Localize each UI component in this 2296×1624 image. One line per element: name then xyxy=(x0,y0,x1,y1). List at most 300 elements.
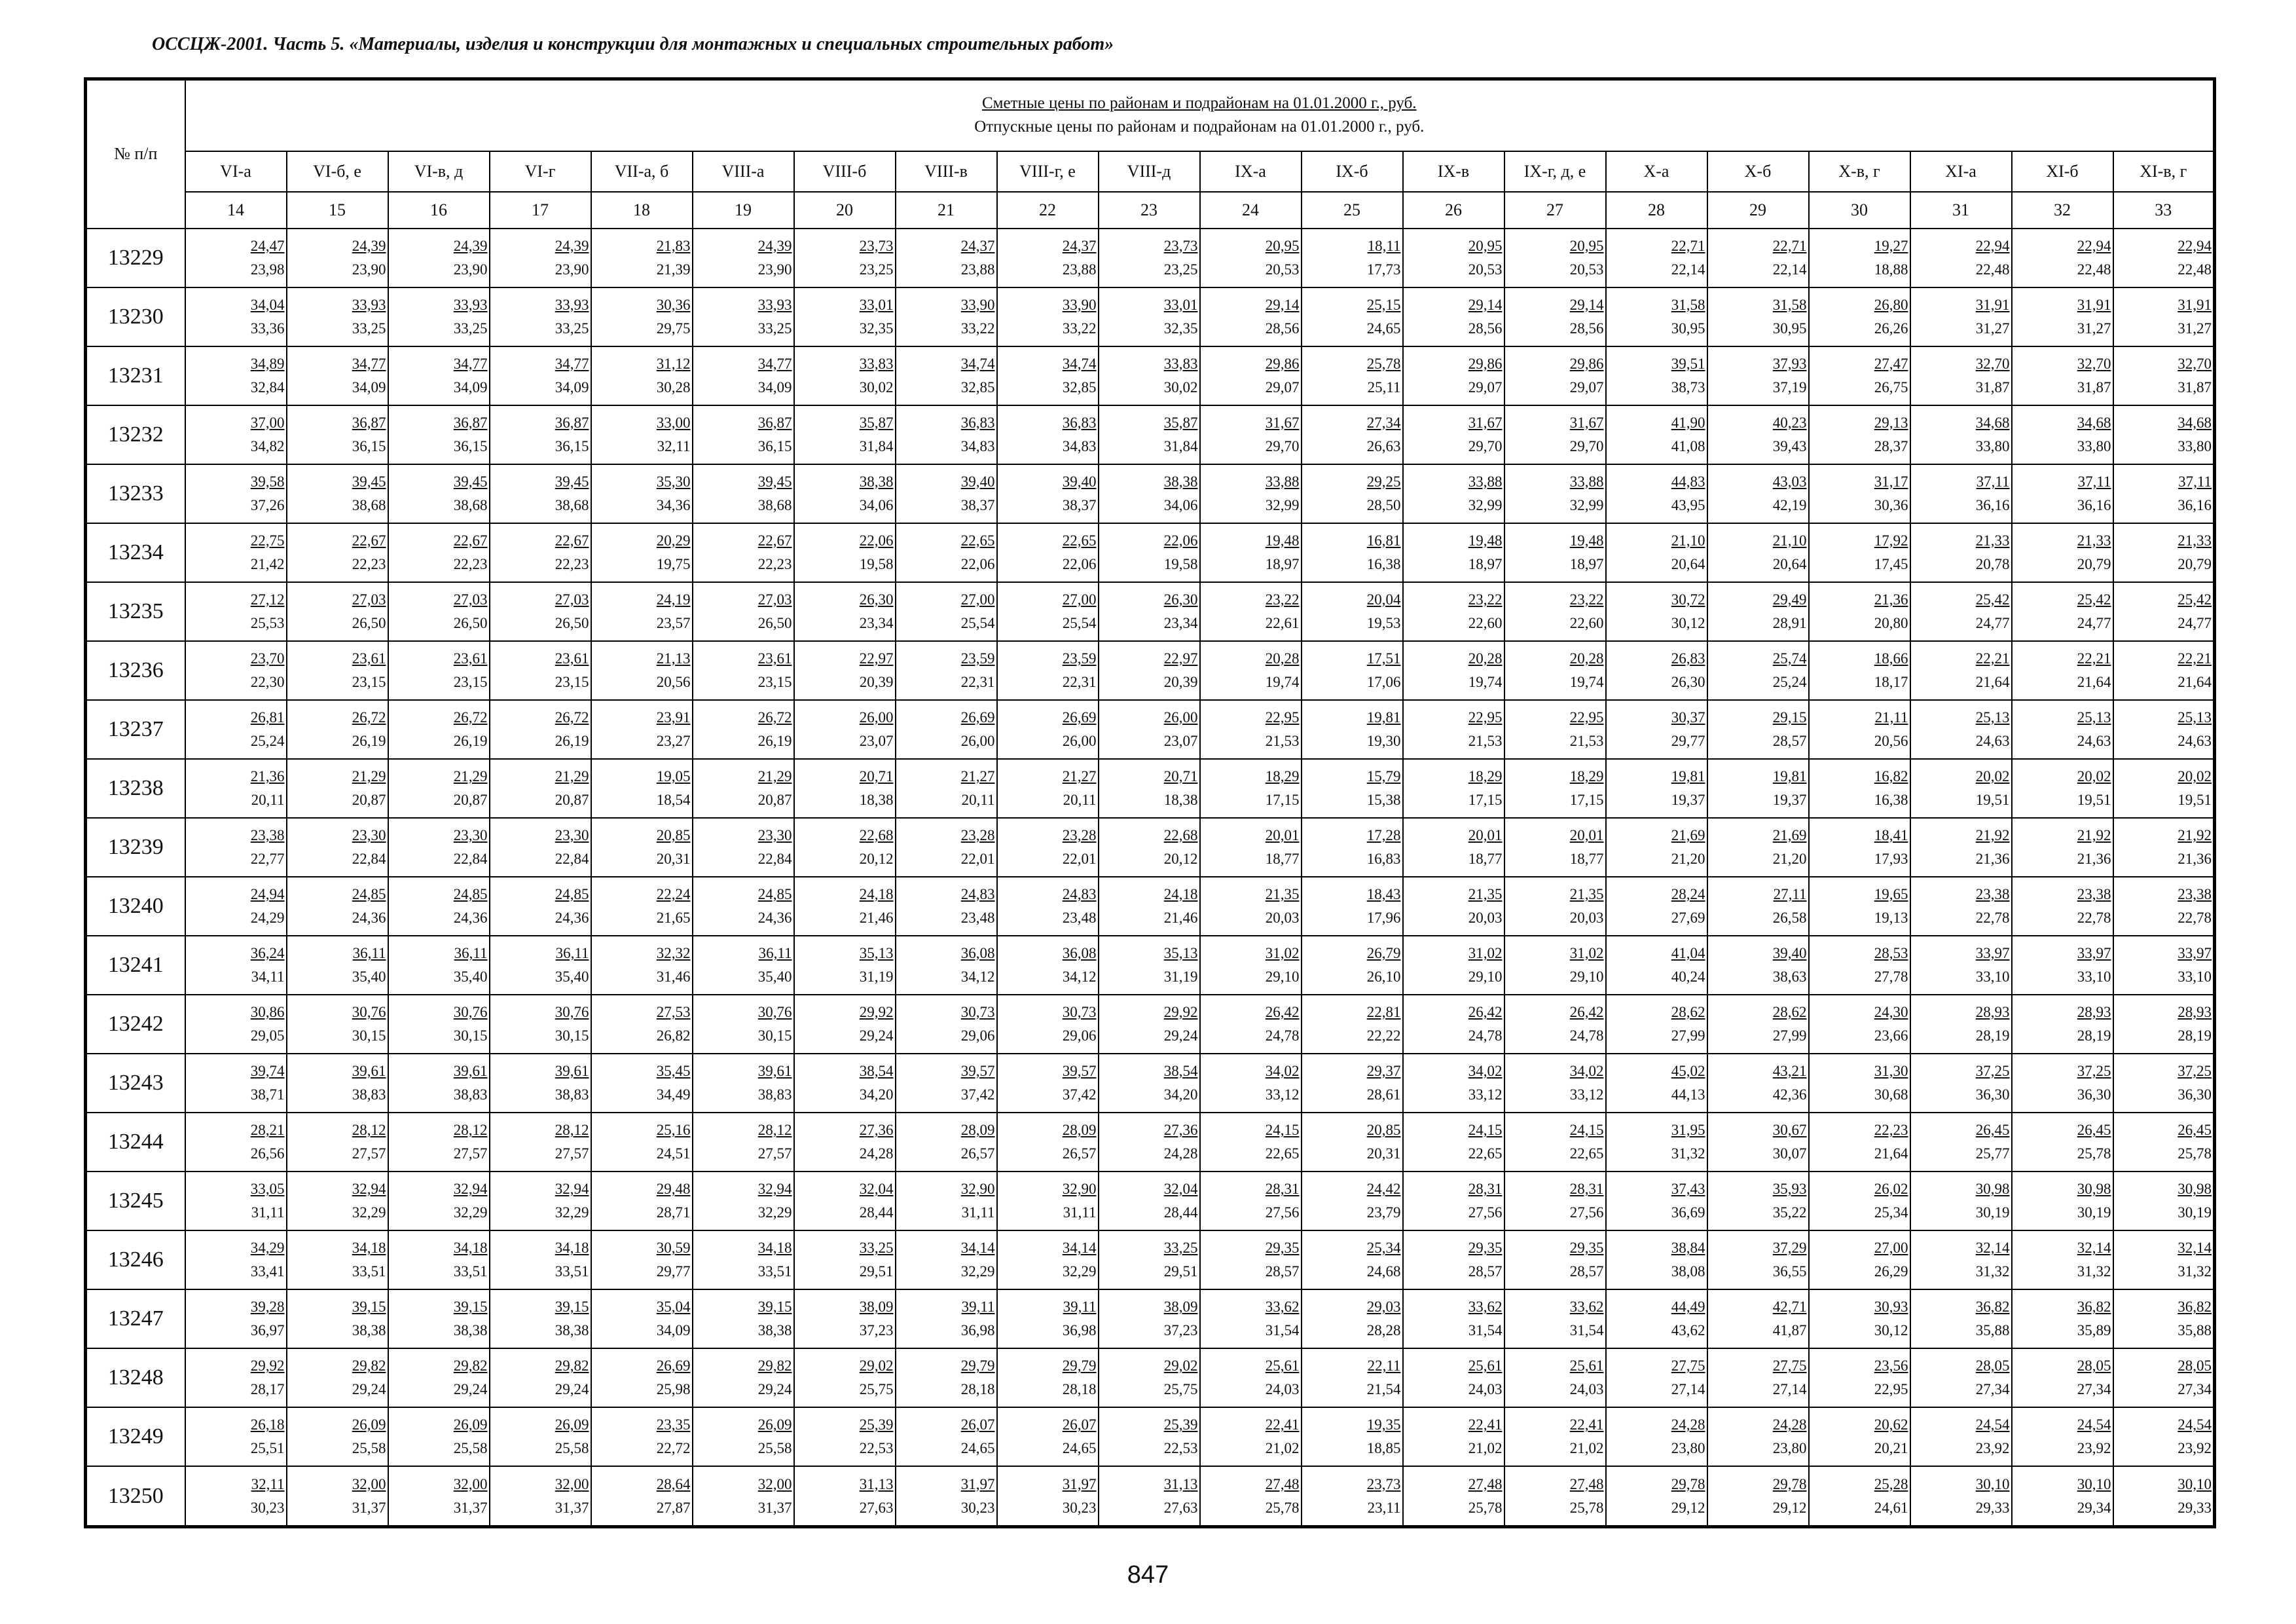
release-price: 38,38 xyxy=(453,1322,488,1339)
estimate-price: 24,37 xyxy=(1062,237,1097,254)
release-price: 30,15 xyxy=(352,1027,386,1044)
release-price: 28,56 xyxy=(1569,320,1604,337)
release-price: 24,03 xyxy=(1569,1381,1604,1398)
price-cell xyxy=(490,346,591,405)
item-number: 13231 xyxy=(86,346,185,405)
release-price: 18,77 xyxy=(1569,850,1604,867)
estimate-price: 42,71 xyxy=(1772,1299,1807,1316)
release-price: 27,34 xyxy=(1975,1381,2010,1398)
estimate-price: 24,39 xyxy=(757,237,792,254)
estimate-price: 31,91 xyxy=(2077,296,2111,313)
estimate-price: 21,27 xyxy=(1062,767,1097,784)
price-cell xyxy=(2113,818,2215,877)
table-row xyxy=(86,1289,2215,1348)
estimate-price: 38,09 xyxy=(859,1299,894,1316)
estimate-price: 32,14 xyxy=(2178,1240,2212,1257)
price-cell xyxy=(1809,700,1910,759)
release-price: 23,92 xyxy=(2178,1440,2212,1457)
price-cell xyxy=(287,1230,388,1289)
release-price: 25,51 xyxy=(250,1440,285,1457)
release-price: 28,71 xyxy=(656,1204,691,1221)
estimate-price: 34,68 xyxy=(1975,414,2010,431)
estimate-price: 22,21 xyxy=(1975,650,2010,667)
price-cell xyxy=(1200,1466,1302,1526)
estimate-price: 26,42 xyxy=(1468,1004,1503,1021)
release-price: 23,34 xyxy=(859,614,894,631)
estimate-price: 25,61 xyxy=(1569,1357,1604,1375)
estimate-price: 34,18 xyxy=(352,1240,386,1257)
release-price: 25,54 xyxy=(960,614,995,631)
release-price: 29,07 xyxy=(1569,378,1604,396)
release-price: 25,53 xyxy=(250,614,285,631)
price-cell xyxy=(185,759,287,818)
release-price: 32,29 xyxy=(555,1204,589,1221)
price-cell xyxy=(1606,759,1707,818)
column-number: 32 xyxy=(2012,192,2113,229)
estimate-price: 28,05 xyxy=(1975,1357,2010,1375)
release-price: 23,48 xyxy=(960,910,995,927)
column-number: 19 xyxy=(693,192,794,229)
price-cell xyxy=(591,464,693,523)
price-cell xyxy=(1403,523,1504,582)
release-price: 18,38 xyxy=(1163,791,1198,808)
price-cell xyxy=(693,1054,794,1113)
price-cell xyxy=(896,1407,997,1466)
region-column-header: VI-б, е xyxy=(287,151,388,192)
price-cell xyxy=(1302,1466,1403,1526)
region-column-header: XI-б xyxy=(2012,151,2113,192)
column-numbers-row xyxy=(86,192,2215,229)
price-cell xyxy=(185,287,287,346)
release-price: 22,48 xyxy=(2077,261,2111,278)
price-cell xyxy=(1606,1407,1707,1466)
estimate-price: 32,11 xyxy=(251,1475,285,1492)
release-price: 21,36 xyxy=(2178,850,2212,867)
estimate-price: 30,67 xyxy=(1772,1122,1807,1139)
release-price: 20,87 xyxy=(453,791,488,808)
estimate-price: 30,73 xyxy=(1062,1004,1097,1021)
release-price: 25,78 xyxy=(1265,1499,1300,1516)
page-number: 847 xyxy=(1127,1561,1169,1589)
estimate-price: 28,09 xyxy=(960,1122,995,1139)
release-price: 23,27 xyxy=(656,732,691,749)
estimate-price: 29,82 xyxy=(757,1357,792,1375)
release-price: 27,63 xyxy=(859,1499,894,1516)
estimate-price: 20,95 xyxy=(1569,237,1604,254)
price-cell xyxy=(1910,1054,2012,1113)
price-cell xyxy=(2012,229,2113,287)
estimate-price: 25,42 xyxy=(1975,591,2010,608)
price-cell xyxy=(591,1054,693,1113)
estimate-price: 27,53 xyxy=(656,1004,691,1021)
estimate-price: 19,81 xyxy=(1772,767,1807,784)
release-price: 37,23 xyxy=(859,1322,894,1339)
estimate-price: 24,28 xyxy=(1671,1416,1705,1433)
price-cell xyxy=(2113,523,2215,582)
price-cell xyxy=(1403,700,1504,759)
item-number: 13236 xyxy=(86,641,185,700)
price-cell xyxy=(1302,1113,1403,1172)
estimate-price: 28,93 xyxy=(2077,1004,2111,1021)
price-cell xyxy=(591,582,693,641)
estimate-price: 31,67 xyxy=(1569,414,1604,431)
estimate-price: 32,04 xyxy=(1163,1181,1198,1198)
estimate-price: 37,25 xyxy=(2077,1063,2111,1080)
price-cell xyxy=(287,346,388,405)
estimate-price: 26,02 xyxy=(1874,1181,1908,1198)
table-row xyxy=(86,1230,2215,1289)
release-price: 35,88 xyxy=(1975,1322,2010,1339)
release-price: 27,87 xyxy=(656,1499,691,1516)
estimate-price: 36,24 xyxy=(250,945,285,962)
item-number: 13230 xyxy=(86,287,185,346)
price-cell xyxy=(185,818,287,877)
estimate-price: 20,01 xyxy=(1569,826,1604,843)
price-cell xyxy=(997,1113,1099,1172)
estimate-price: 21,35 xyxy=(1468,886,1503,903)
price-cell xyxy=(185,464,287,523)
item-number: 13229 xyxy=(86,229,185,287)
title-release-prices: Отпускные цены по районам и подрайонам на 01.01.2000 г., руб. xyxy=(974,118,1425,136)
price-cell xyxy=(490,1466,591,1526)
release-price: 22,84 xyxy=(555,850,589,867)
estimate-price: 33,93 xyxy=(555,296,589,313)
estimate-price: 35,04 xyxy=(656,1299,691,1316)
release-price: 34,06 xyxy=(859,496,894,513)
release-price: 29,24 xyxy=(352,1381,386,1398)
estimate-price: 29,86 xyxy=(1265,355,1300,372)
release-price: 26,00 xyxy=(1062,732,1097,749)
release-price: 30,15 xyxy=(757,1027,792,1044)
price-cell xyxy=(794,759,896,818)
release-price: 29,24 xyxy=(757,1381,792,1398)
release-price: 33,51 xyxy=(757,1263,792,1280)
estimate-price: 39,15 xyxy=(757,1299,792,1316)
price-cell xyxy=(997,1466,1099,1526)
price-cell xyxy=(997,1289,1099,1348)
price-cell xyxy=(2012,523,2113,582)
estimate-price: 28,93 xyxy=(1975,1004,2010,1021)
price-cell xyxy=(1099,641,1200,700)
estimate-price: 38,54 xyxy=(859,1063,894,1080)
region-column-header: VI-а xyxy=(185,151,287,192)
estimate-price: 21,29 xyxy=(555,767,589,784)
price-cell xyxy=(1707,1054,1809,1113)
release-price: 20,53 xyxy=(1468,261,1503,278)
release-price: 17,15 xyxy=(1468,791,1503,808)
estimate-price: 30,59 xyxy=(656,1240,691,1257)
release-price: 25,78 xyxy=(1569,1499,1604,1516)
estimate-price: 29,13 xyxy=(1874,414,1908,431)
price-cell xyxy=(490,1289,591,1348)
price-cell xyxy=(1302,1172,1403,1230)
estimate-price: 22,75 xyxy=(250,532,285,549)
price-cell xyxy=(794,1289,896,1348)
price-cell xyxy=(388,229,490,287)
estimate-price: 26,45 xyxy=(2077,1122,2111,1139)
price-cell xyxy=(1302,1054,1403,1113)
table-row xyxy=(86,287,2215,346)
estimate-price: 29,37 xyxy=(1366,1063,1401,1080)
price-cell xyxy=(997,1230,1099,1289)
price-cell xyxy=(1606,1172,1707,1230)
release-price: 38,71 xyxy=(250,1086,285,1103)
release-price: 24,28 xyxy=(1163,1145,1198,1162)
release-price: 18,88 xyxy=(1874,261,1908,278)
release-price: 34,09 xyxy=(352,378,386,396)
estimate-price: 25,34 xyxy=(1366,1240,1401,1257)
release-price: 25,54 xyxy=(1062,614,1097,631)
release-price: 33,10 xyxy=(1975,969,2010,986)
estimate-price: 35,87 xyxy=(1163,414,1198,431)
release-price: 27,56 xyxy=(1468,1204,1503,1221)
item-number: 13233 xyxy=(86,464,185,523)
release-price: 32,29 xyxy=(352,1204,386,1221)
release-price: 25,34 xyxy=(1874,1204,1908,1221)
price-cell xyxy=(1910,759,2012,818)
price-cell xyxy=(1707,759,1809,818)
release-price: 21,53 xyxy=(1468,732,1503,749)
release-price: 25,98 xyxy=(656,1381,691,1398)
release-price: 42,19 xyxy=(1772,496,1807,513)
estimate-price: 34,89 xyxy=(250,355,285,372)
estimate-price: 23,38 xyxy=(2077,886,2111,903)
release-price: 23,57 xyxy=(656,614,691,631)
price-cell xyxy=(1910,1466,2012,1526)
estimate-price: 31,17 xyxy=(1874,473,1908,490)
estimate-price: 23,30 xyxy=(757,826,792,843)
estimate-price: 30,10 xyxy=(2077,1475,2111,1492)
release-price: 21,65 xyxy=(656,910,691,927)
release-price: 26,19 xyxy=(757,732,792,749)
estimate-price: 29,14 xyxy=(1468,296,1503,313)
estimate-price: 38,38 xyxy=(1163,473,1198,490)
price-cell xyxy=(490,877,591,936)
estimate-price: 29,92 xyxy=(1163,1004,1198,1021)
price-cell xyxy=(1707,346,1809,405)
release-price: 28,57 xyxy=(1265,1263,1300,1280)
estimate-price: 36,11 xyxy=(454,945,488,962)
price-cell xyxy=(1707,877,1809,936)
price-cell xyxy=(693,405,794,464)
price-cell xyxy=(1099,936,1200,995)
price-cell xyxy=(287,464,388,523)
release-price: 28,57 xyxy=(1772,732,1807,749)
price-cell xyxy=(997,405,1099,464)
release-price: 38,38 xyxy=(555,1322,589,1339)
price-cell xyxy=(1707,995,1809,1054)
price-cell xyxy=(388,405,490,464)
region-column-header: IX-г, д, е xyxy=(1504,151,1606,192)
release-price: 28,17 xyxy=(250,1381,285,1398)
release-price: 17,15 xyxy=(1265,791,1300,808)
estimate-price: 18,41 xyxy=(1874,826,1908,843)
release-price: 24,28 xyxy=(859,1145,894,1162)
release-price: 26,26 xyxy=(1874,320,1908,337)
price-cell xyxy=(1200,1054,1302,1113)
price-cell xyxy=(2012,405,2113,464)
item-number: 13248 xyxy=(86,1348,185,1407)
estimate-price: 21,92 xyxy=(2178,826,2212,843)
column-number: 33 xyxy=(2113,192,2215,229)
release-price: 31,37 xyxy=(352,1499,386,1516)
release-price: 22,14 xyxy=(1772,261,1807,278)
release-price: 21,64 xyxy=(1874,1145,1908,1162)
release-price: 37,26 xyxy=(250,496,285,513)
price-cell xyxy=(490,818,591,877)
estimate-price: 39,40 xyxy=(1062,473,1097,490)
estimate-price: 39,61 xyxy=(757,1063,792,1080)
release-price: 22,23 xyxy=(555,555,589,572)
estimate-price: 20,04 xyxy=(1366,591,1401,608)
price-cell xyxy=(1910,1407,2012,1466)
estimate-price: 34,18 xyxy=(555,1240,589,1257)
release-price: 29,05 xyxy=(250,1027,285,1044)
estimate-price: 28,62 xyxy=(1772,1004,1807,1021)
estimate-price: 24,39 xyxy=(555,237,589,254)
release-price: 19,53 xyxy=(1366,614,1401,631)
estimate-price: 20,95 xyxy=(1265,237,1300,254)
price-cell xyxy=(1099,1054,1200,1113)
estimate-price: 26,72 xyxy=(453,709,488,726)
estimate-price: 22,24 xyxy=(656,886,691,903)
release-price: 33,12 xyxy=(1569,1086,1604,1103)
price-cell xyxy=(591,1466,693,1526)
release-price: 22,22 xyxy=(1366,1027,1401,1044)
column-number: 24 xyxy=(1200,192,1302,229)
price-cell xyxy=(1403,1289,1504,1348)
price-cell xyxy=(591,936,693,995)
release-price: 29,12 xyxy=(1671,1499,1705,1516)
release-price: 28,18 xyxy=(960,1381,995,1398)
price-cell xyxy=(2012,1289,2113,1348)
release-price: 18,54 xyxy=(656,791,691,808)
release-price: 30,15 xyxy=(453,1027,488,1044)
price-cell xyxy=(896,582,997,641)
price-cell xyxy=(388,1113,490,1172)
release-price: 33,41 xyxy=(250,1263,285,1280)
price-cell xyxy=(1200,1348,1302,1407)
release-price: 24,36 xyxy=(352,910,386,927)
release-price: 31,37 xyxy=(453,1499,488,1516)
estimate-price: 24,54 xyxy=(1975,1416,2010,1433)
estimate-price: 32,70 xyxy=(2178,355,2212,372)
estimate-price: 27,34 xyxy=(1366,414,1401,431)
estimate-price: 22,11 xyxy=(1367,1357,1401,1375)
table-row xyxy=(86,1054,2215,1113)
estimate-price: 39,57 xyxy=(960,1063,995,1080)
release-price: 24,65 xyxy=(1062,1440,1097,1457)
price-cell xyxy=(388,464,490,523)
release-price: 22,65 xyxy=(1569,1145,1604,1162)
price-cell xyxy=(1200,700,1302,759)
release-price: 22,48 xyxy=(2178,261,2212,278)
estimate-price: 23,38 xyxy=(250,826,285,843)
estimate-price: 32,70 xyxy=(1975,355,2010,372)
release-price: 32,99 xyxy=(1468,496,1503,513)
release-price: 34,83 xyxy=(1062,437,1097,454)
estimate-price: 21,29 xyxy=(757,767,792,784)
estimate-price: 33,00 xyxy=(656,414,691,431)
estimate-price: 37,25 xyxy=(2178,1063,2212,1080)
estimate-price: 39,15 xyxy=(352,1299,386,1316)
release-price: 24,36 xyxy=(757,910,792,927)
release-price: 25,58 xyxy=(453,1440,488,1457)
price-cell xyxy=(1200,1113,1302,1172)
column-number: 27 xyxy=(1504,192,1606,229)
column-number: 15 xyxy=(287,192,388,229)
estimate-price: 34,14 xyxy=(960,1240,995,1257)
estimate-price: 31,30 xyxy=(1874,1063,1908,1080)
release-price: 22,65 xyxy=(1468,1145,1503,1162)
release-price: 21,39 xyxy=(656,261,691,278)
estimate-price: 39,45 xyxy=(555,473,589,490)
release-price: 23,48 xyxy=(1062,910,1097,927)
estimate-price: 29,79 xyxy=(1062,1357,1097,1375)
price-cell xyxy=(2113,759,2215,818)
estimate-price: 31,67 xyxy=(1468,414,1503,431)
estimate-price: 39,15 xyxy=(555,1299,589,1316)
estimate-price: 20,28 xyxy=(1468,650,1503,667)
price-cell xyxy=(1302,877,1403,936)
release-price: 22,31 xyxy=(1062,673,1097,690)
release-price: 33,51 xyxy=(352,1263,386,1280)
price-cell xyxy=(2012,641,2113,700)
release-price: 34,12 xyxy=(1062,969,1097,986)
price-cell xyxy=(185,1054,287,1113)
release-price: 25,77 xyxy=(1975,1145,2010,1162)
estimate-price: 28,93 xyxy=(2178,1004,2212,1021)
price-cell xyxy=(591,1113,693,1172)
price-cell xyxy=(1809,759,1910,818)
item-number: 13244 xyxy=(86,1113,185,1172)
price-cell xyxy=(1606,1113,1707,1172)
column-number: 28 xyxy=(1606,192,1707,229)
release-price: 23,88 xyxy=(960,261,995,278)
estimate-price: 36,08 xyxy=(1062,945,1097,962)
release-price: 19,51 xyxy=(1975,791,2010,808)
estimate-price: 41,90 xyxy=(1671,414,1705,431)
release-price: 20,11 xyxy=(251,791,285,808)
release-price: 27,69 xyxy=(1671,910,1705,927)
price-cell xyxy=(591,405,693,464)
price-cell xyxy=(896,877,997,936)
release-price: 35,40 xyxy=(757,969,792,986)
estimate-price: 30,73 xyxy=(960,1004,995,1021)
release-price: 27,57 xyxy=(453,1145,488,1162)
release-price: 22,65 xyxy=(1265,1145,1300,1162)
price-cell xyxy=(794,818,896,877)
estimate-price: 29,82 xyxy=(352,1357,386,1375)
estimate-price: 27,03 xyxy=(352,591,386,608)
estimate-price: 37,00 xyxy=(250,414,285,431)
release-price: 30,68 xyxy=(1874,1086,1908,1103)
release-price: 38,68 xyxy=(555,496,589,513)
price-cell xyxy=(794,877,896,936)
release-price: 32,85 xyxy=(960,378,995,396)
estimate-price: 27,00 xyxy=(1062,591,1097,608)
price-cell xyxy=(388,759,490,818)
estimate-price: 22,41 xyxy=(1569,1416,1604,1433)
estimate-price: 22,67 xyxy=(757,532,792,549)
estimate-price: 20,71 xyxy=(859,767,894,784)
price-cell xyxy=(2012,877,2113,936)
estimate-price: 27,11 xyxy=(1773,886,1807,903)
release-price: 36,98 xyxy=(960,1322,995,1339)
price-cell xyxy=(1403,346,1504,405)
release-price: 22,31 xyxy=(960,673,995,690)
estimate-price: 36,82 xyxy=(2077,1299,2111,1316)
